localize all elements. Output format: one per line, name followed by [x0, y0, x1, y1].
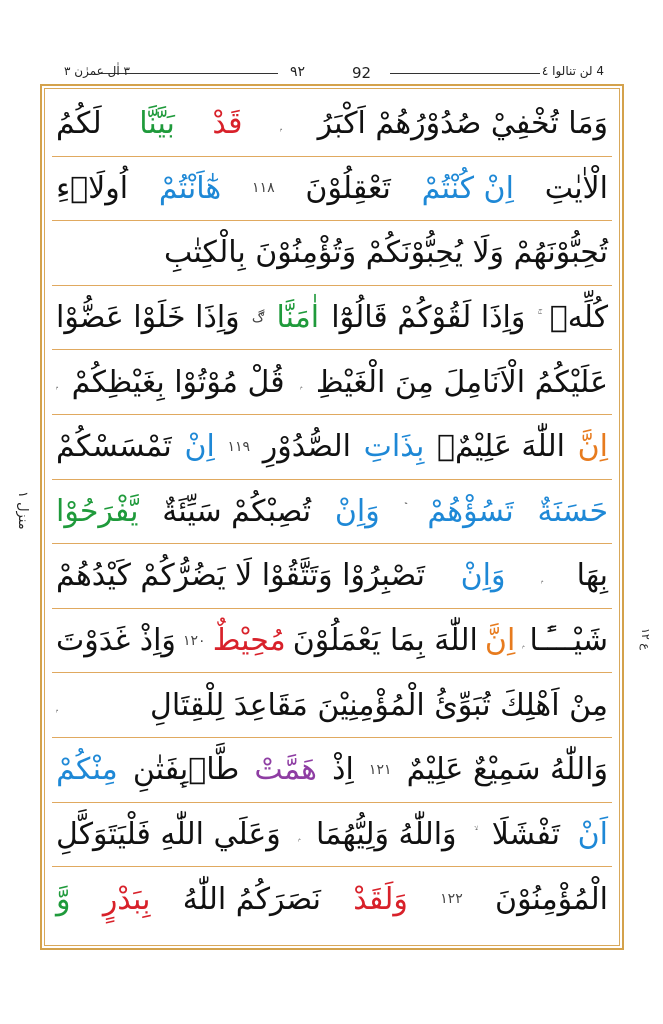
word-group: اِنْ — [184, 429, 215, 465]
verse-mark: ١١٩ — [227, 438, 251, 455]
page-header — [40, 62, 624, 84]
word-group: وَاللّٰهُ وَلِيُّهُمَا — [316, 816, 457, 852]
word-group: تَعْقِلُوْنَ — [305, 170, 391, 206]
word-group: مِنْ اَھْلِكَ تُبَوِّئُ الْمُؤْمِنِيْنَ مَقَاعِدَ لِلْقِتَالِ — [150, 687, 608, 723]
word-group: وَاِنْ — [460, 558, 506, 594]
word-group: كُلِّهٖ — [549, 300, 608, 336]
surah-label: ٣ اٰل عمرٰن ٣ — [64, 64, 130, 78]
word-group: يَّفْرَحُوْا — [56, 493, 139, 529]
page-number: 92 — [352, 64, 372, 82]
ruku-marker: ع ١٢ — [639, 628, 652, 650]
word-group: الْمُؤْمِنُوْنَ — [495, 881, 608, 917]
word-group: اِنْ كُنْتُمْ — [421, 170, 514, 206]
word-group: اللّٰهَ بِمَا يَعْمَلُوْنَ — [292, 623, 478, 659]
word-group: الْاٰيٰتِ — [544, 170, 608, 206]
word-group: عَلَيْكُمُ الْاَنَامِلَ مِنَ الْغَيْظِ — [315, 364, 608, 400]
word-group: بِبَدْرٍ — [102, 881, 151, 917]
word-group: وَاِذْ غَدَوْتَ — [56, 623, 176, 659]
word-group: وَاِذَا خَلَوْا عَضُّوْا — [56, 300, 240, 336]
word-group: مُحِيْطٌ — [212, 623, 286, 659]
word-group: وَعَلَي اللّٰهِ فَلْيَتَوَكَّلِ — [56, 816, 281, 852]
header-rule-right — [390, 73, 540, 74]
quran-text-block — [52, 92, 612, 932]
juz-label: 4 لن تنالوا ٤ — [541, 64, 604, 78]
word-group: قَدْ — [212, 106, 243, 142]
text-line-12 — [52, 803, 612, 868]
page-number-arabic: ٩٢ — [290, 64, 306, 80]
word-group: بِذَاتِ — [363, 429, 425, 465]
verse-mark: ١٢٠ — [183, 632, 206, 649]
text-line-7 — [52, 480, 612, 545]
word-group: تُحِبُّوْنَهُمْ وَلَا يُحِبُّوْنَكُمْ وَتُؤْمِنُوْنَ بِالْكِتٰبِ — [164, 235, 608, 271]
word-group: شَيْـــًٔـا — [529, 623, 608, 659]
text-line-6 — [52, 415, 612, 480]
word-group: بَيَّنَّا — [139, 106, 175, 142]
word-group: اِنَّ — [577, 429, 608, 465]
word-group: طَّاۗىِٕفَتٰنِ — [132, 752, 240, 788]
word-group: هٰٓاَنْتُمْ — [158, 170, 222, 206]
text-line-1 — [52, 92, 612, 157]
text-line-13 — [52, 867, 612, 932]
word-group: تُصِبْكُمْ سَيِّئَةٌ — [162, 493, 312, 529]
word-group: وَاِنْ — [334, 493, 380, 529]
word-group: تَسُؤْهُمْ — [427, 493, 514, 529]
word-group: اٰمَنَّا — [276, 300, 320, 336]
word-group: مِنْكُمْ — [56, 752, 118, 788]
word-group: بِهَا — [576, 558, 608, 594]
word-group: وَمَا تُخْفِيْ صُدُوْرُهُمْ اَكْبَرُ — [317, 106, 608, 142]
word-group: الصُّدُوْرِ — [262, 429, 351, 465]
word-group: ھَمَّتْ — [254, 752, 317, 788]
word-group: نَصَرَكُمُ اللّٰهُ — [182, 881, 321, 917]
text-line-5 — [52, 350, 612, 415]
text-line-2 — [52, 157, 612, 222]
text-line-9 — [52, 609, 612, 674]
verse-mark: ١١٨ — [252, 180, 275, 197]
text-line-11 — [52, 738, 612, 803]
verse-mark: ١٢١ — [368, 761, 392, 778]
verse-mark: ١٢٢ — [440, 891, 463, 908]
word-group: قُلْ مُوْتُوْا بِغَيْظِكُمْ — [71, 364, 285, 400]
word-group: لَكُمُ — [56, 106, 102, 142]
word-group: وَلَقَدْ — [353, 881, 408, 917]
word-group: اِذْ — [332, 752, 354, 788]
word-group: تَصْبِرُوْا وَتَتَّقُوْا لَا يَضُرُّكُمْ كَيْدُھُمْ — [56, 558, 425, 594]
word-group: تَفْشَلَا — [491, 816, 560, 852]
word-group: اِنَّ — [484, 623, 516, 659]
text-line-3 — [52, 221, 612, 286]
verse-mark: ڰ — [251, 309, 265, 326]
text-line-10 — [52, 673, 612, 738]
word-group: تَمْسَسْكُمْ — [56, 429, 172, 465]
word-group: وَاللّٰهُ سَمِيْعٌ عَلِيْمٌ — [406, 752, 608, 788]
word-group: حَسَنَةٌ — [537, 493, 608, 529]
word-group: اللّٰهَ عَلِيْمٌۢ — [437, 429, 565, 465]
text-line-8 — [52, 544, 612, 609]
text-line-4 — [52, 286, 612, 351]
word-group: اُولَاۗءِ — [56, 170, 129, 206]
word-group: اَنْ — [577, 816, 608, 852]
word-group: وَّ — [56, 881, 71, 917]
word-group: وَاِذَا لَقُوْكُمْ قَالُوْٓا — [331, 300, 526, 336]
manzil-marker: منزل ١ — [15, 491, 30, 530]
